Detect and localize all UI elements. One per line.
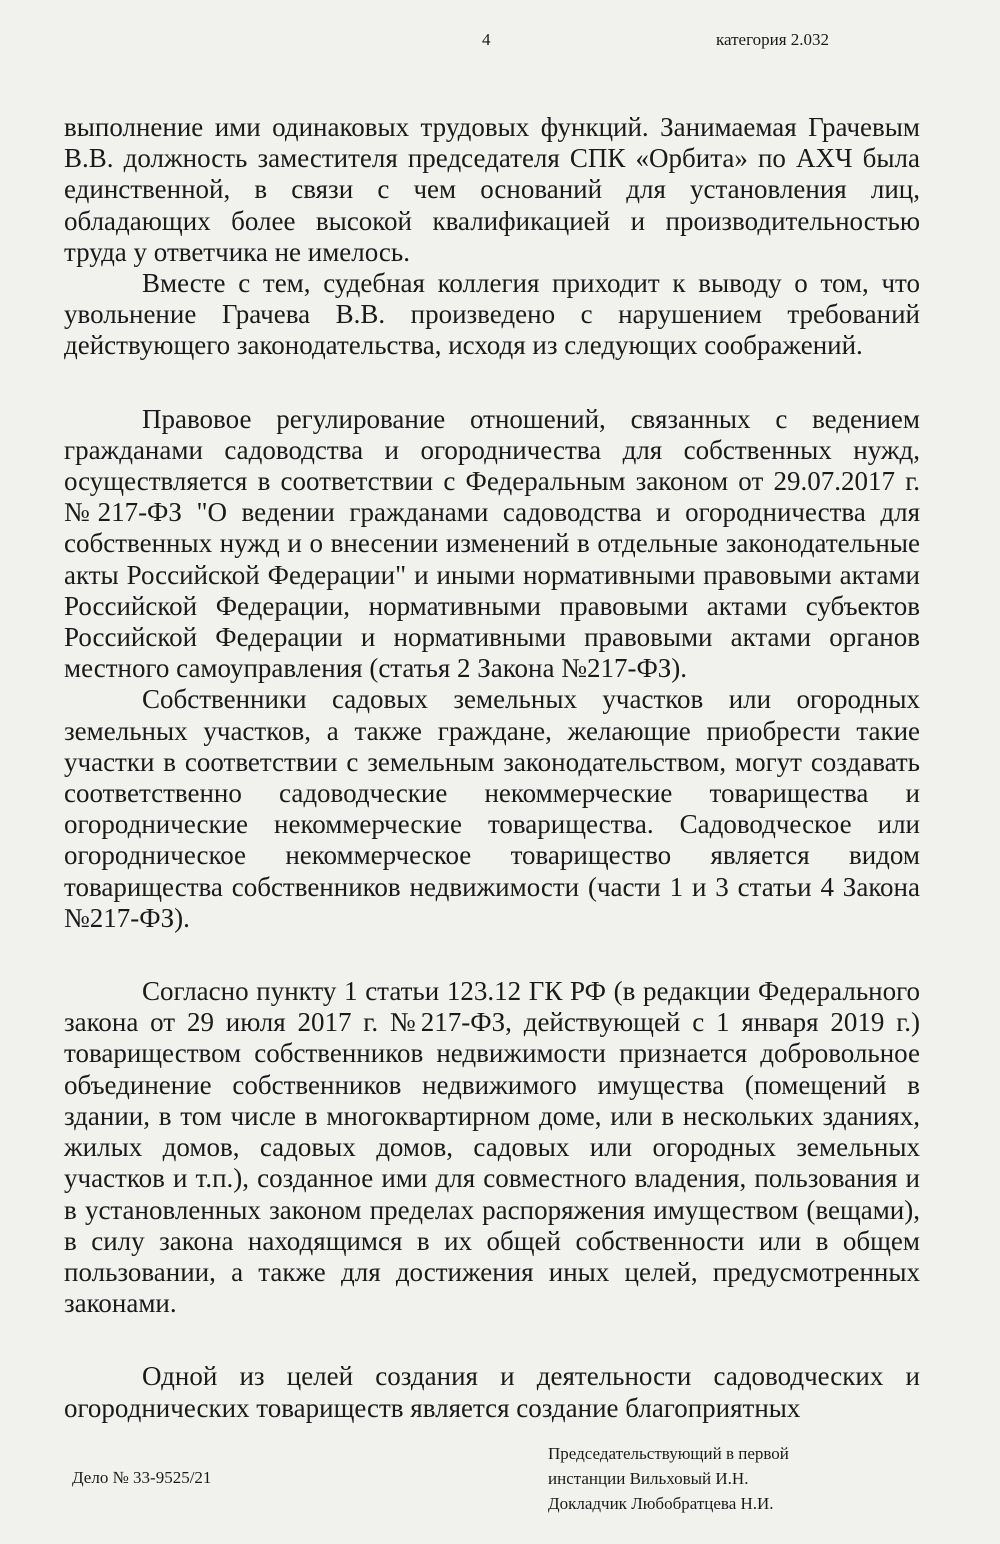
paragraph: Одной из целей создания и деятельности садоводческих и огороднических товариществ является создание благоприятных [64, 1361, 920, 1423]
category-label: категория 2.032 [716, 30, 830, 49]
paragraph: Вместе с тем, судебная коллегия приходит к выводу о том, что увольнение Грачева В.В. произведено с нарушением требований действующего законодательства, исходя из следующих соображений. [64, 268, 920, 361]
presiding-judge-line2: инстанции Вильховый И.Н. [548, 1469, 749, 1488]
presiding-judge-line1: Председательствующий в первой [548, 1444, 789, 1463]
paragraph-gap [64, 1319, 920, 1361]
judges-block [548, 1441, 789, 1516]
paragraph: Согласно пункту 1 статьи 123.12 ГК РФ (в редакции Федерального закона от 29 июля 2017 г. №217-ФЗ, действующей с 1 января 2019 г.) товариществом собственников недвижимости признается добровольное объединение собственников недвижимого имущества (помещений в здании, в том числе в многоквартирном доме, или в нескольких зданиях, жилых домов, садовых домов, садовых или огородных земельных участков и т.п.), созданное ими для совместного владения, пользования и в установленных законом пределах распоряжения имуществом (вещами), в силу закона находящимся в их общей собственности или в общем пользовании, а также для достижения иных целей, предусмотренных законами. [64, 976, 920, 1319]
reporter-judge: Докладчик Любобратцева Н.И. [548, 1494, 774, 1513]
case-number: Дело № 33-9525/21 [72, 1468, 212, 1487]
paragraph: Собственники садовых земельных участков или огородных земельных участков, а также граждане, желающие приобрести такие участки в соответствии с земельным законодательством, могут создавать соответственно садоводческие некоммерческие товарищества и огороднические некоммерческие товарищества. Садоводческое или огородническое некоммерческое товарищество является видом товарищества собственников недвижимости (части 1 и 3 статьи 4 Закона №217-ФЗ). [64, 684, 920, 933]
paragraph: выполнение ими одинаковых трудовых функций. Занимаемая Грачевым В.В. должность заместителя председателя СПК «Орбита» по АХЧ была единственной, в связи с чем оснований для установления лиц, обладающих более высокой квалификацией и производительностью труда у ответчика не имелось. [64, 112, 920, 267]
paragraph-gap [64, 934, 920, 976]
paragraph-gap [64, 362, 920, 404]
document-body [64, 112, 920, 1424]
paragraph: Правовое регулирование отношений, связанных с ведением гражданами садоводства и огородничества для собственных нужд, осуществляется в соответствии с Федеральным законом от 29.07.2017 г. №217-ФЗ "О ведении гражданами садоводства и огородничества для собственных нужд и о внесении изменений в отдельные законодательные акты Российской Федерации" и иными нормативными правовыми актами Российской Федерации, нормативными правовыми актами субъектов Российской Федерации и нормативными правовыми актами органов местного самоуправления (статья 2 Закона №217-ФЗ). [64, 403, 920, 684]
page-number: 4 [482, 30, 491, 49]
